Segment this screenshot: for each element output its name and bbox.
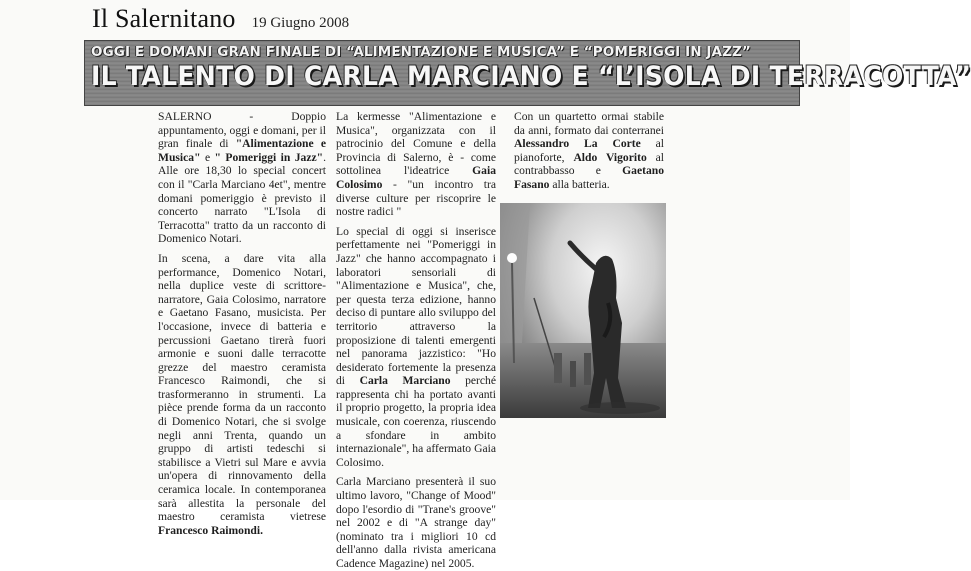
text-run: al pianoforte, bbox=[514, 137, 664, 164]
kicker: OGGI E DOMANI GRAN FINALE DI “ALIMENTAZIONE E MUSICA” E “POMERIGGI IN JAZZ” bbox=[91, 44, 751, 60]
paragraph bbox=[158, 110, 326, 246]
concert-photo bbox=[500, 203, 666, 418]
article-column-1 bbox=[158, 110, 326, 537]
headline-banner bbox=[84, 40, 971, 106]
paragraph bbox=[158, 252, 326, 537]
bold-run: Aldo Vigorito bbox=[573, 150, 647, 164]
paragraph bbox=[336, 475, 496, 570]
text-run: . Alle ore 18,30 lo special concert con il "Carla Marciano 4et", mentre domani pomeriggio è previsto il concerto narrato "L'Isola di Terracotta" tratto da un racconto di Domenico Notari. bbox=[158, 150, 326, 246]
text-run: La kermesse "Alimentazione e Musica", organizzata con il patrocinio del Comune e della Provincia di Salerno, è - come sottolinea l'ideatrice bbox=[336, 110, 496, 178]
text-run: In scena, a dare vita alla performance, Domenico Notari, nella duplice veste di scrittore-narratore, Gaia Colosimo, narratore e Gaetano Fasano, musicista. Per l'occasione, invece di batteria e percussioni Gaetano tirerà fuori armonie e suoni dalle terracotte grezze del maestro ceramista Francesco Raimondi, che si trasformeranno in strumenti. La pièce prende forma da un racconto di Domenico Notari, che si svolge negli anni Trenta, quando un gruppo di artisti tedeschi si stabilisce a Vietri sul Mare e avvia un'opera di rinnovamento della ceramica locale. In contemporanea sarà allestita la personale del maestro ceramista vietrese bbox=[158, 251, 326, 524]
text-run: SALERNO - Doppio appuntamento, oggi e domani, per il gran finale di bbox=[158, 110, 326, 151]
text-run: - "un incontro tra diverse culture per riscoprire le nostre radici " bbox=[336, 177, 496, 219]
masthead bbox=[92, 4, 349, 36]
text-run: Con un quartetto ormai stabile da anni, formato dai conterranei bbox=[514, 110, 664, 137]
bold-run: "Alimentazione e Musica" bbox=[158, 137, 326, 164]
text-run: al contrabbasso e bbox=[514, 150, 665, 178]
bold-run: Francesco Raimondi. bbox=[158, 523, 263, 537]
bold-run: Alessandro La Corte bbox=[514, 137, 641, 151]
bold-run: Gaia Colosimo bbox=[336, 164, 496, 191]
paragraph bbox=[336, 110, 496, 219]
paragraph bbox=[514, 110, 664, 192]
text-run: alla batteria. bbox=[549, 177, 610, 191]
text-run: e bbox=[200, 150, 215, 164]
article-column-3 bbox=[514, 110, 664, 192]
text-run: perché rappresenta chi ha portato avanti il proprio progetto, la propria idea musicale, con coerenza, riuscendo a sfondare in ambito internazionale", ha affermato Gaia Colosimo. bbox=[336, 374, 496, 469]
saxophonist-photo-icon bbox=[500, 203, 666, 418]
text-run: Carla Marciano presenterà il suo ultimo lavoro, "Change of Mood" dopo l'esordio di "Trane's groove" nel 2002 e di "A strange day" (nominato tra i migliori 10 cd dell'anno dalla rivista americana Cadence Magazine) nel 2005. bbox=[336, 475, 496, 570]
headline: IL TALENTO DI CARLA MARCIANO E “L’ISOLA DI TERRACOTTA” bbox=[91, 61, 971, 92]
text-run: Lo special di oggi si inserisce perfettamente nei "Pomeriggi in Jazz" che hanno accompagnato i laboratori sensoriali di "Alimentazione e Musica", che, per questa terza edizione, hanno deciso di puntare allo sviluppo del territorio attraverso la proposizione di talenti emergenti nel panorama jazzistico: "Ho desiderato fortemente la presenza di bbox=[336, 224, 496, 388]
article-column-2 bbox=[336, 110, 496, 571]
bold-run: " Pomeriggi in Jazz" bbox=[214, 150, 324, 164]
bold-run: Gaetano Fasano bbox=[514, 164, 664, 191]
newspaper-name: Il Salernitano bbox=[92, 4, 236, 33]
paragraph bbox=[336, 225, 496, 470]
publication-date: 19 Giugno 2008 bbox=[251, 15, 350, 31]
bold-run: Carla Marciano bbox=[359, 374, 451, 388]
